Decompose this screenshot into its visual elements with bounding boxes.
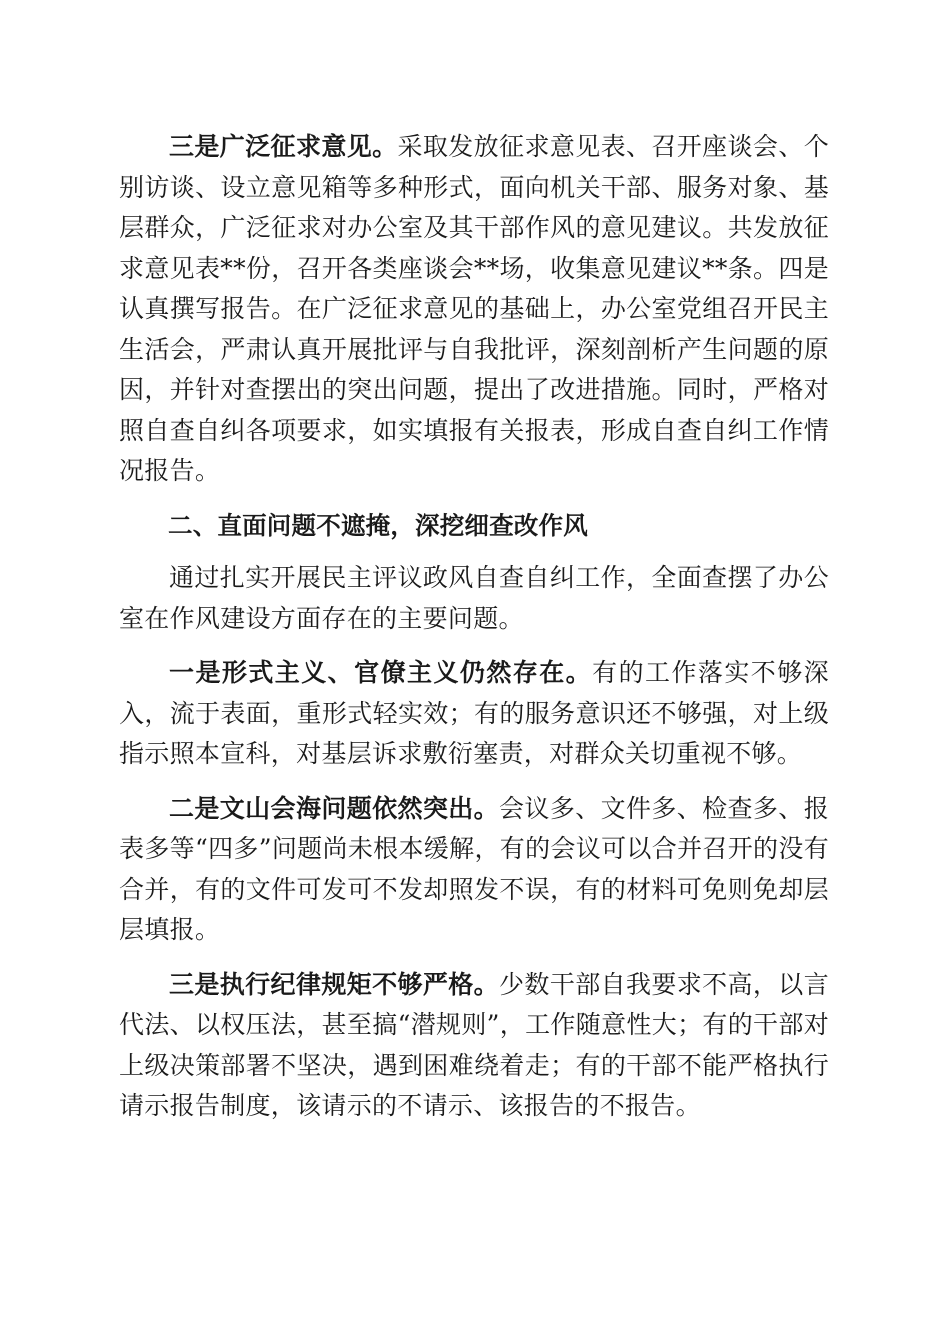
paragraph-solicit-opinions [119, 127, 829, 492]
paragraph-discipline [119, 965, 829, 1127]
document-body [119, 127, 829, 1127]
paragraph-lead: 一是形式主义、官僚主义仍然存在。 [169, 658, 593, 687]
paragraph-meetings [119, 789, 829, 951]
paragraph-intro [119, 558, 829, 639]
paragraph-text: 采取发放征求意见表、召开座谈会、个别访谈、设立意见箱等多种形式，面向机关干部、服务对象、基层群众，广泛征求对办公室及其干部作风的意见建议。共发放征求意见表**份，召开各类座谈会**场，收集意见建议**条。四是认真撰写报告。在广泛征求意见的基础上，办公室党组召开民主生活会，严肃认真开展批评与自我批评，深刻剖析产生问题的原因，并针对查摆出的突出问题，提出了改进措施。同时，严格对照自查自纠各项要求，如实填报有关报表，形成自查自纠工作情况报告。 [119, 132, 830, 485]
paragraph-formalism [119, 653, 829, 775]
section-heading: 二、直面问题不遮掩，深挖细查改作风 [168, 510, 588, 540]
paragraph-text: 有的工作落实不够深入，流于表面，重形式轻实效；有的服务意识还不够强，对上级指示照本宣科，对基层诉求敷衍塞责，对群众关切重视不够。 [119, 658, 829, 768]
paragraph-text: 少数干部自我要求不高，以言代法、以权压法，甚至搞“潜规则”，工作随意性大；有的干部对上级决策部署不坚决，遇到困难绕着走；有的干部不能严格执行请示报告制度，该请示的不请示、该报告的不报告。 [119, 969, 829, 1120]
paragraph-text: 通过扎实开展民主评议政风自查自纠工作，全面查摆了办公室在作风建设方面存在的主要问题。 [119, 563, 829, 633]
paragraph-lead: 三是广泛征求意见。 [169, 132, 398, 161]
paragraph-lead: 二是文山会海问题依然突出。 [169, 793, 500, 823]
paragraph-lead: 三是执行纪律规矩不够严格。 [169, 969, 500, 999]
paragraph-text: 会议多、文件多、检查多、报表多等“四多”问题尚未根本缓解，有的会议可以合并召开的没有合并，有的文件可发可不发却照发不误，有的材料可免则免却层层填报。 [119, 793, 829, 944]
